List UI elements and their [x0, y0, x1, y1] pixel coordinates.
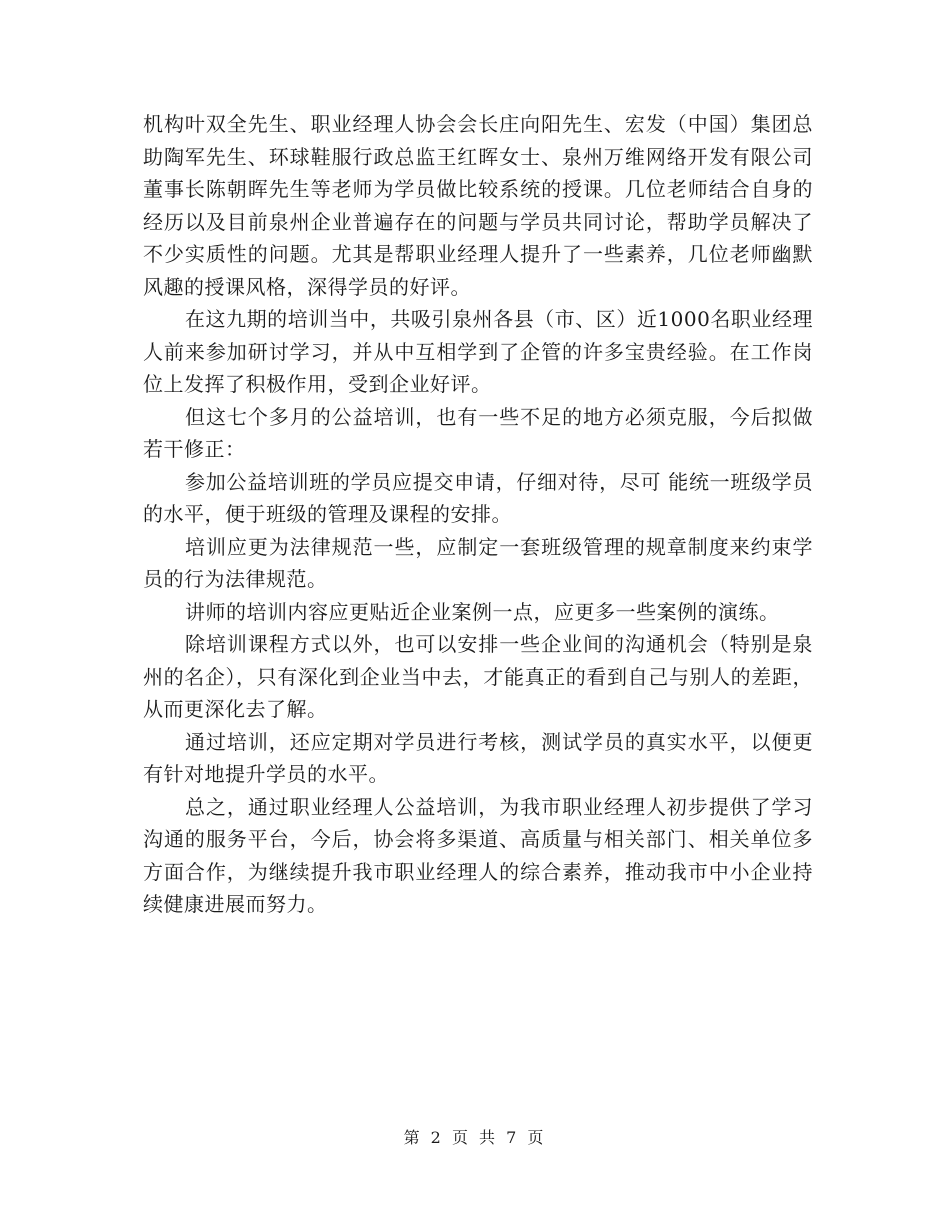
paragraph-assessment: 通过培训，还应定期对学员进行考核，测试学员的真实水平，以便更有针对地提升学员的水平。 [143, 729, 813, 786]
paragraph-conclusion: 总之，通过职业经理人公益培训，为我市职业经理人初步提供了学习沟通的服务平台，今后，协会将多渠道、高质量与相关部门、相关单位多方面合作，为继续提升我市职业经理人的综合素养，推动我市中小企业持续健康进展而努力。 [143, 794, 813, 916]
paragraph-application: 参加公益培训班的学员应提交申请，仔细对待，尽可 能统一班级学员的水平，便于班级的管理及课程的安排。 [143, 469, 813, 526]
document-body [143, 108, 813, 921]
paragraph-case-study: 讲师的培训内容应更贴近企业案例一点，应更多一些案例的演练。 [185, 599, 780, 624]
paragraph-attendance: 在这九期的培训当中，共吸引泉州各县（市、区）近1000名职业经理人前来参加研讨学习，并从中互相学到了企管的许多宝贵经验。在工作岗位上发挥了积极作用，受到企业好评。 [143, 307, 813, 396]
page-number-footer: 第 2 页 共 7 页 [403, 1128, 547, 1147]
paragraph-enterprise-visits: 除培训课程方式以外，也可以安排一些企业间的沟通机会（特别是泉州的名企），只有深化到企业当中去，才能真正的看到自己与别人的差距，从而更深化去了解。 [143, 632, 813, 721]
paragraph-regulation: 培训应更为法律规范一些，应制定一套班级管理的规章制度来约束学员的行为法律规范。 [143, 534, 813, 591]
paragraph-shortcomings: 但这七个多月的公益培训，也有一些不足的地方必须克服，今后拟做若干修正： [143, 404, 813, 461]
paragraph-instructors: 机构叶双全先生、职业经理人协会会长庄向阳先生、宏发（中国）集团总助陶军先生、环球鞋服行政总监王红晖女士、泉州万维网络开发有限公司董事长陈朝晖先生等老师为学员做比较系统的授课。几位老师结合自身的经历以及目前泉州企业普遍存在的问题与学员共同讨论，帮助学员解决了不少实质性的问题。尤其是帮职业经理人提升了一些素养，几位老师幽默风趣的授课风格，深得学员的好评。 [143, 112, 813, 299]
